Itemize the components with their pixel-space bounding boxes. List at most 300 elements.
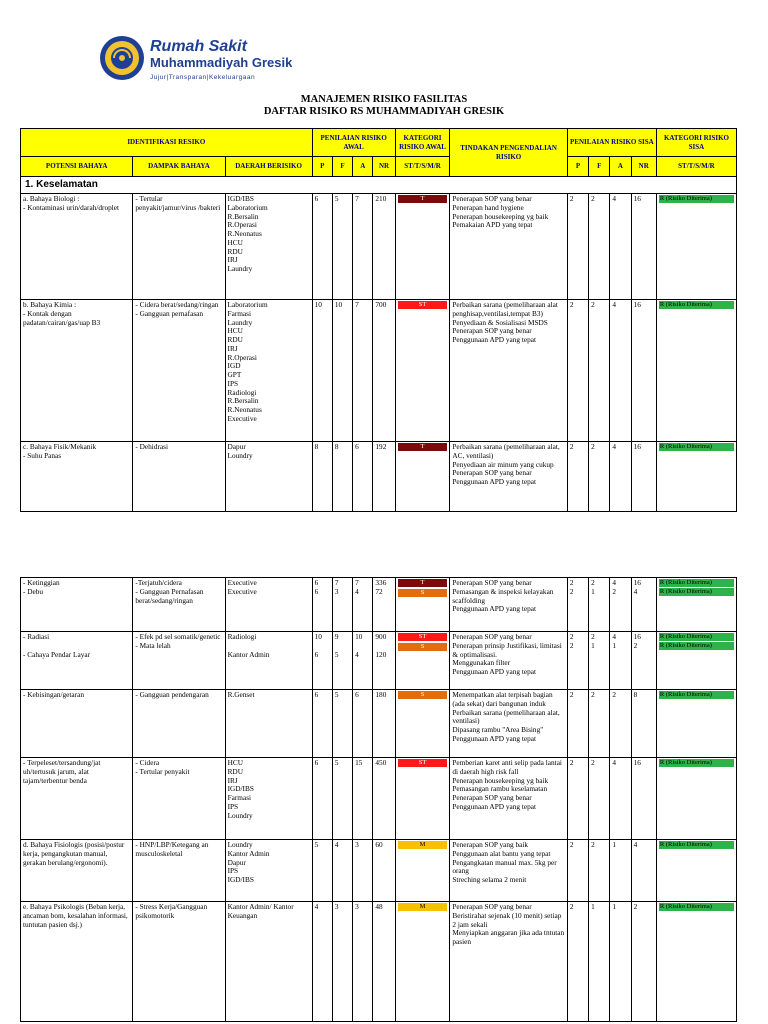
cell-nr2 [631,758,656,840]
cell-a [353,300,373,442]
cell-p2-line: 2 [569,194,574,203]
cell-tindakan-line: Penerapan hand hygiene [452,202,524,212]
cell-tindakan-line: Penerapan housekeeping yg baik [452,775,549,785]
cell-p-line: 10 [314,632,322,641]
header-penilaian-sisa: PENILAIAN RISIKO SISA [567,129,656,157]
header-stsmr2: ST/T/S/M/R [656,157,736,177]
cell-daerah-line: Farmasi [227,793,252,802]
cell-f2 [589,194,610,300]
cell-kategori-awal [395,194,450,300]
cell-f2-line: 2 [591,632,595,641]
cell-daerah-line: R.Genset [227,690,255,699]
cell-tindakan [450,300,567,442]
cell-f-line: 4 [334,840,339,849]
cell-nr2-line: 4 [633,840,638,849]
cell-a [353,758,373,840]
cell-potensi-line: - Suhu Panas [23,450,62,460]
hospital-logo [98,34,298,90]
cell-nr [373,690,395,758]
cell-f-line: 5 [334,690,339,699]
cell-a2-line: 4 [612,194,616,203]
cell-nr2-line: 16 [633,194,641,203]
cell-potensi-line: - Kebisingan/getaran [23,690,84,699]
cell-kategori-awal [395,840,450,902]
cell-nr2-line: 8 [633,690,638,699]
cell-dampak-line: - Stress Kerja/Gangguan psikomotorik [135,902,208,920]
cell-a2 [610,902,631,1022]
cell-nr2-line: 16 [633,300,641,309]
cell-potensi-line: - Cahaya Pendar Layar [23,649,91,659]
cell-tindakan-line: Dipasang rambu "Area Bising" [452,725,544,734]
cell-kategori-sisa [656,690,736,758]
cell-daerah-line: IPS [227,801,239,811]
cell-tindakan-line: Penerapan SOP yang benar [452,632,532,641]
cell-a2-line: 4 [612,758,616,767]
cell-kategori-awal [395,758,450,840]
cell-f-line: 5 [334,649,339,659]
cell-daerah-line: Dapur [227,857,246,867]
cell-daerah-line: Loundry [227,450,253,460]
cell-daerah-line: IPS [227,378,239,388]
cell-p [312,300,332,442]
cell-tindakan-line: Penerapan SOP yang benar [452,194,532,203]
cell-daerah-line: IGD/IBS [227,784,254,794]
cell-f2-line: 2 [591,840,595,849]
cell-daerah [225,194,312,300]
cell-daerah-line: R.Neonatus [227,405,262,414]
header-stsmr: ST/T/S/M/R [395,157,450,177]
cell-p2-line: 2 [569,640,574,650]
cell-p2-line: 2 [569,586,574,596]
cell-p2-line: 2 [569,442,574,451]
cell-tindakan-line: Penerapan prinsip Justifikasi, limitasi & optimalisasi. [452,640,562,659]
cell-kategori-sisa [656,578,736,632]
category-badge: S [398,643,448,651]
cell-f2 [589,632,610,690]
table-row [21,300,737,442]
category-badge: ST [398,759,448,767]
cell-a2-line: 2 [612,586,616,596]
cell-p2 [567,632,588,690]
cell-p2 [567,690,588,758]
cell-a2 [610,578,631,632]
cell-potensi [21,840,133,902]
cell-dampak-line: - Mata lelah [135,640,171,650]
cell-potensi-line: - Kontaminasi urin/darah/droplet [23,202,120,212]
cell-nr [373,194,395,300]
cell-tindakan-line: Penggunaan APD yang tepat [452,477,537,486]
cell-tindakan [450,442,567,512]
cell-tindakan [450,578,567,632]
category-badge: T [398,195,448,203]
cell-a-line: 15 [355,758,363,767]
cell-daerah-line: Dapur [227,442,246,451]
cell-f [332,632,352,690]
cell-tindakan-line: Penerapan SOP yang benar [452,326,532,336]
cell-potensi [21,442,133,512]
logo-line2: Muhammadiyah Gresik [150,55,293,70]
cell-daerah-line: IGD/IBS [227,194,254,203]
residual-badge: R (Risiko Diterima) [659,195,734,203]
cell-daerah [225,690,312,758]
cell-daerah-line: Laundry [227,264,253,273]
cell-dampak-line: - Tertular penyakit [135,766,190,776]
cell-a-line: 7 [355,194,359,203]
cell-p2 [567,194,588,300]
cell-p2-line: 2 [569,840,574,849]
cell-nr2 [631,442,656,512]
table-row [21,902,737,1022]
cell-dampak-line: - Gangguan Pernafasan berat/sedang/ringan [135,586,204,605]
cell-nr-line: 450 [375,758,387,767]
cell-f2-line: 2 [591,194,595,203]
cell-daerah-line: IRJ [227,343,238,353]
cell-tindakan-line: Perbaikan sarana (pemeliharaan alat penghisap,ventilasi,tempat B3) [452,300,558,318]
cell-potensi-line: - Terpeleset/tersandung/jat uh/tertusuk jarum, alat tajam/terbentur benda [23,758,101,785]
cell-f [332,840,352,902]
cell-a2 [610,758,631,840]
cell-a [353,194,373,300]
category-badge: ST [398,301,448,309]
cell-potensi [21,632,133,690]
cell-kategori-sisa [656,632,736,690]
cell-tindakan-line: Penggunaan APD yang tepat [452,667,537,676]
cell-p-line: 6 [314,758,319,767]
cell-nr2-line: 16 [633,758,641,767]
cell-potensi [21,758,133,840]
header-p: P [312,157,332,177]
cell-p2-line: 2 [569,902,574,911]
residual-badge: R (Risiko Diterima) [659,633,734,641]
cell-p2 [567,840,588,902]
cell-a [353,442,373,512]
cell-tindakan-line: Penerapan SOP yang benar [452,793,532,802]
cell-daerah-line: IGD/IBS [227,875,254,884]
cell-nr2 [631,300,656,442]
cell-potensi-line: d. Bahaya Fisiologis (posisi/postur kerja, pengangkutan manual, gerakan berulang/ergonomi). [23,840,125,867]
category-badge: ST [398,633,448,641]
category-badge: M [398,903,448,911]
cell-nr-line: 210 [375,194,387,203]
cell-tindakan-line: Streching selama 2 menit [452,875,527,884]
cell-f2 [589,758,610,840]
cell-tindakan-line: Pemasangan rambu keselamatan [452,784,548,794]
cell-a2-line: 4 [612,578,616,587]
cell-kategori-sisa [656,442,736,512]
cell-p2 [567,578,588,632]
cell-a-line: 4 [355,649,359,659]
cell-tindakan-line: Penerapan SOP yang benar [452,578,532,587]
cell-daerah-line: Laboratorium [227,300,268,309]
cell-nr-line: 60 [375,840,383,849]
cell-p-line: 6 [314,578,319,587]
cell-f2-line: 1 [591,902,595,911]
cell-nr [373,840,395,902]
cell-p-line: 4 [314,902,319,911]
cell-tindakan-line: Penggunaan APD yang tepat [452,801,537,811]
cell-daerah-line: Executive [227,413,257,423]
cell-f [332,758,352,840]
cell-a-line: 6 [355,690,359,699]
cell-potensi-line: b. Bahaya Kimia : [23,300,77,309]
header-kategori-awal: KATEGORI RISIKO AWAL [395,129,450,157]
cell-a [353,690,373,758]
cell-potensi-line: - Kontak dengan padatan/cairan/gas/uap B3 [23,308,101,327]
cell-f2-line: 2 [591,300,595,309]
cell-daerah-line: IPS [227,866,239,876]
cell-potensi-line: a. Bahaya Biologi : [23,194,80,203]
cell-f2 [589,902,610,1022]
cell-p2-line: 2 [569,300,574,309]
cell-nr-line: 192 [375,442,387,451]
cell-tindakan [450,690,567,758]
cell-dampak [133,840,225,902]
risk-table-part2 [20,577,737,1022]
cell-dampak [133,194,225,300]
cell-daerah-line: Radiologi [227,387,257,397]
cell-a2 [610,690,631,758]
cell-dampak-line: - Gangguan pernafasan [135,308,204,318]
cell-f-line: 10 [334,300,343,309]
cell-f2-line: 2 [591,578,595,587]
cell-nr2-line: 2 [633,640,638,650]
cell-daerah-line: HCU [227,758,243,767]
document-subtitle: DAFTAR RISIKO RS MUHAMMADIYAH GRESIK [263,106,505,117]
cell-f-line: 3 [334,586,339,596]
cell-tindakan-line: Penerapan SOP yang benar [452,468,532,478]
cell-f [332,194,352,300]
cell-nr-line: 72 [375,586,383,596]
cell-dampak [133,902,225,1022]
cell-p [312,758,332,840]
cell-p-line: 6 [314,586,319,596]
sun-emblem-icon [98,34,146,82]
cell-a2-line: 4 [612,442,616,451]
cell-daerah-line: GPT [227,370,242,379]
cell-tindakan-line: Penerapan housekeeping yg baik [452,211,549,221]
header-nr: NR [373,157,395,177]
cell-daerah-line: R.Bersalin [227,211,259,221]
cell-nr2 [631,578,656,632]
cell-f2 [589,578,610,632]
header-f: F [332,157,352,177]
cell-daerah-line: Loundry [227,840,253,849]
cell-p2-line: 2 [569,690,574,699]
cell-f [332,300,352,442]
cell-potensi-line: - Radiasi [23,632,50,641]
cell-daerah [225,442,312,512]
cell-nr2 [631,632,656,690]
cell-tindakan-line: Menempatkan alat terpisah bagian (ada sekat) dari bangunan induk [452,690,553,708]
cell-p2-line: 2 [569,632,574,641]
cell-nr-line: 48 [375,902,383,911]
cell-daerah [225,840,312,902]
cell-p-line: 6 [314,194,319,203]
cell-daerah [225,902,312,1022]
cell-dampak-line: - HNP/LBP/Ketegang an musculoskeletal [135,840,209,858]
cell-daerah-line: Radiologi [227,632,257,641]
cell-tindakan-line: Beristirahat sejenak (10 menit) setiap 2 jam sekali [452,910,562,929]
cell-dampak [133,758,225,840]
table-row [21,758,737,840]
cell-p2 [567,902,588,1022]
cell-f2-line: 2 [591,758,595,767]
header-dampak: DAMPAK BAHAYA [133,157,225,177]
cell-daerah-line: Executive [227,586,257,596]
cell-p-line: 6 [314,649,319,659]
table-row [21,690,737,758]
cell-a2-line: 1 [612,840,616,849]
header-a: A [353,157,373,177]
cell-daerah-line: HCU [227,326,243,336]
cell-tindakan-line: Menyiapkan anggaran jika ada tntutan pasien [452,928,565,946]
cell-nr2-line: 16 [633,442,641,451]
cell-potensi [21,902,133,1022]
residual-badge: R (Risiko Diterima) [659,691,734,699]
cell-nr [373,578,395,632]
cell-daerah [225,300,312,442]
cell-nr2-line: 16 [633,632,641,641]
cell-p [312,194,332,300]
cell-a2-line: 4 [612,632,616,641]
cell-daerah-line: HCU [227,237,243,247]
cell-nr2 [631,840,656,902]
cell-tindakan-line: Perbaikan sarana (pemeliharaan alat, ventilasi) [452,707,560,726]
cell-p-line: 8 [314,442,319,451]
cell-kategori-awal [395,300,450,442]
residual-badge: R (Risiko Diterima) [659,443,734,451]
cell-daerah [225,632,312,690]
cell-daerah-line: Farmasi [227,308,252,318]
cell-a [353,902,373,1022]
header-kategori-sisa: KATEGORI RISIKO SISA [656,129,736,157]
cell-daerah-line: Executive [227,578,257,587]
cell-daerah-line: R.Operasi [227,352,257,362]
cell-daerah-line: Laboratorium [227,202,268,212]
cell-dampak [133,690,225,758]
category-badge: S [398,691,448,699]
cell-p2 [567,442,588,512]
cell-tindakan-line: Penggunaan APD yang tepat [452,733,537,743]
cell-f2 [589,300,610,442]
cell-daerah-line: Kantor Admin [227,649,270,659]
cell-potensi-line: c. Bahaya Fisik/Mekanik [23,442,97,451]
cell-tindakan-line: Pemberian karet anti selip pada lantai di daerah high risk fall [452,758,562,776]
cell-daerah-line: R.Operasi [227,220,257,230]
cell-f2-line: 2 [591,690,595,699]
cell-a [353,632,373,690]
cell-kategori-awal [395,442,450,512]
cell-potensi [21,690,133,758]
cell-nr2-line: 2 [633,902,638,911]
cell-f2 [589,690,610,758]
cell-tindakan-line: Penggunaan APD yang tepat [452,604,537,614]
cell-f2-line: 1 [591,586,595,596]
residual-badge: R (Risiko Diterima) [659,301,734,309]
cell-daerah-line: IGD [227,361,241,371]
table-row [21,194,737,300]
cell-potensi [21,194,133,300]
cell-a2 [610,442,631,512]
cell-dampak-line: - Efek pd sel somatik/genetic [135,632,221,641]
cell-f [332,578,352,632]
cell-p [312,690,332,758]
cell-a-line: 7 [355,300,359,309]
cell-kategori-awal [395,632,450,690]
cell-p-line: 10 [314,300,322,309]
cell-f2 [589,442,610,512]
cell-a-line: 6 [355,442,359,451]
cell-tindakan-line: Perbaikan sarana (pemeliharaan alat, AC, ventilasi) [452,442,560,460]
cell-nr-line: 336 [375,578,387,587]
cell-daerah-line: IRJ [227,255,238,265]
cell-tindakan-line: Pemakaian APD yang tepat [452,220,533,230]
cell-daerah [225,578,312,632]
cell-kategori-sisa [656,840,736,902]
cell-dampak-line: - Dehidrasi [135,442,169,451]
cell-nr [373,902,395,1022]
category-badge: S [398,589,448,597]
cell-dampak-line: - Gangguan pendengaran [135,690,209,699]
category-badge: T [398,443,448,451]
cell-potensi-line: - Debu [23,586,44,596]
cell-a2 [610,194,631,300]
cell-potensi [21,300,133,442]
cell-tindakan [450,758,567,840]
cell-dampak-line: - Cidera berat/sedang/ringan [135,300,219,309]
category-badge: T [398,579,448,587]
cell-tindakan-line: Penerapan SOP yang baik [452,840,529,849]
cell-f-line: 9 [334,632,339,641]
header-identifikasi: IDENTIFIKASI RESIKO [21,129,313,157]
cell-a2 [610,300,631,442]
cell-f-line: 3 [334,902,339,911]
table-row [21,632,737,690]
cell-tindakan-line: Pemasangan & inspeksi kelayakan scaffolding [452,586,554,605]
residual-badge: R (Risiko Diterima) [659,903,734,911]
section-title: 1. Keselamatan [21,177,737,194]
cell-dampak-line: - Cidera [135,758,160,767]
cell-daerah-line: Loundry [227,810,253,820]
cell-a2 [610,840,631,902]
cell-nr-line: 700 [375,300,387,309]
cell-tindakan-line: Penggunaan alat bantu yang tepat [452,848,551,858]
cell-tindakan [450,840,567,902]
cell-f-line: 5 [334,194,339,203]
cell-p-line: 6 [314,690,319,699]
cell-tindakan-line: Menggunakan filter [452,658,511,668]
residual-badge: R (Risiko Diterima) [659,588,734,596]
cell-f-line: 5 [334,758,339,767]
cell-nr2-line: 4 [633,586,638,596]
cell-a2 [610,632,631,690]
cell-tindakan [450,632,567,690]
cell-a-line: 7 [355,578,359,587]
header-f2: F [589,157,610,177]
cell-potensi [21,578,133,632]
cell-dampak [133,632,225,690]
cell-f-line: 8 [334,442,339,451]
logo-tagline: Jujur|Transparan|Kekeluargaan [150,74,256,81]
cell-tindakan-line: Penyediaan air minum yang cukup [452,459,554,469]
cell-f [332,442,352,512]
cell-f2-line: 2 [591,442,595,451]
header-potensi: POTENSI BAHAYA [21,157,133,177]
cell-nr-line: 900 [375,632,387,641]
cell-kategori-awal [395,690,450,758]
cell-f2-line: 1 [591,640,595,650]
cell-nr2 [631,194,656,300]
